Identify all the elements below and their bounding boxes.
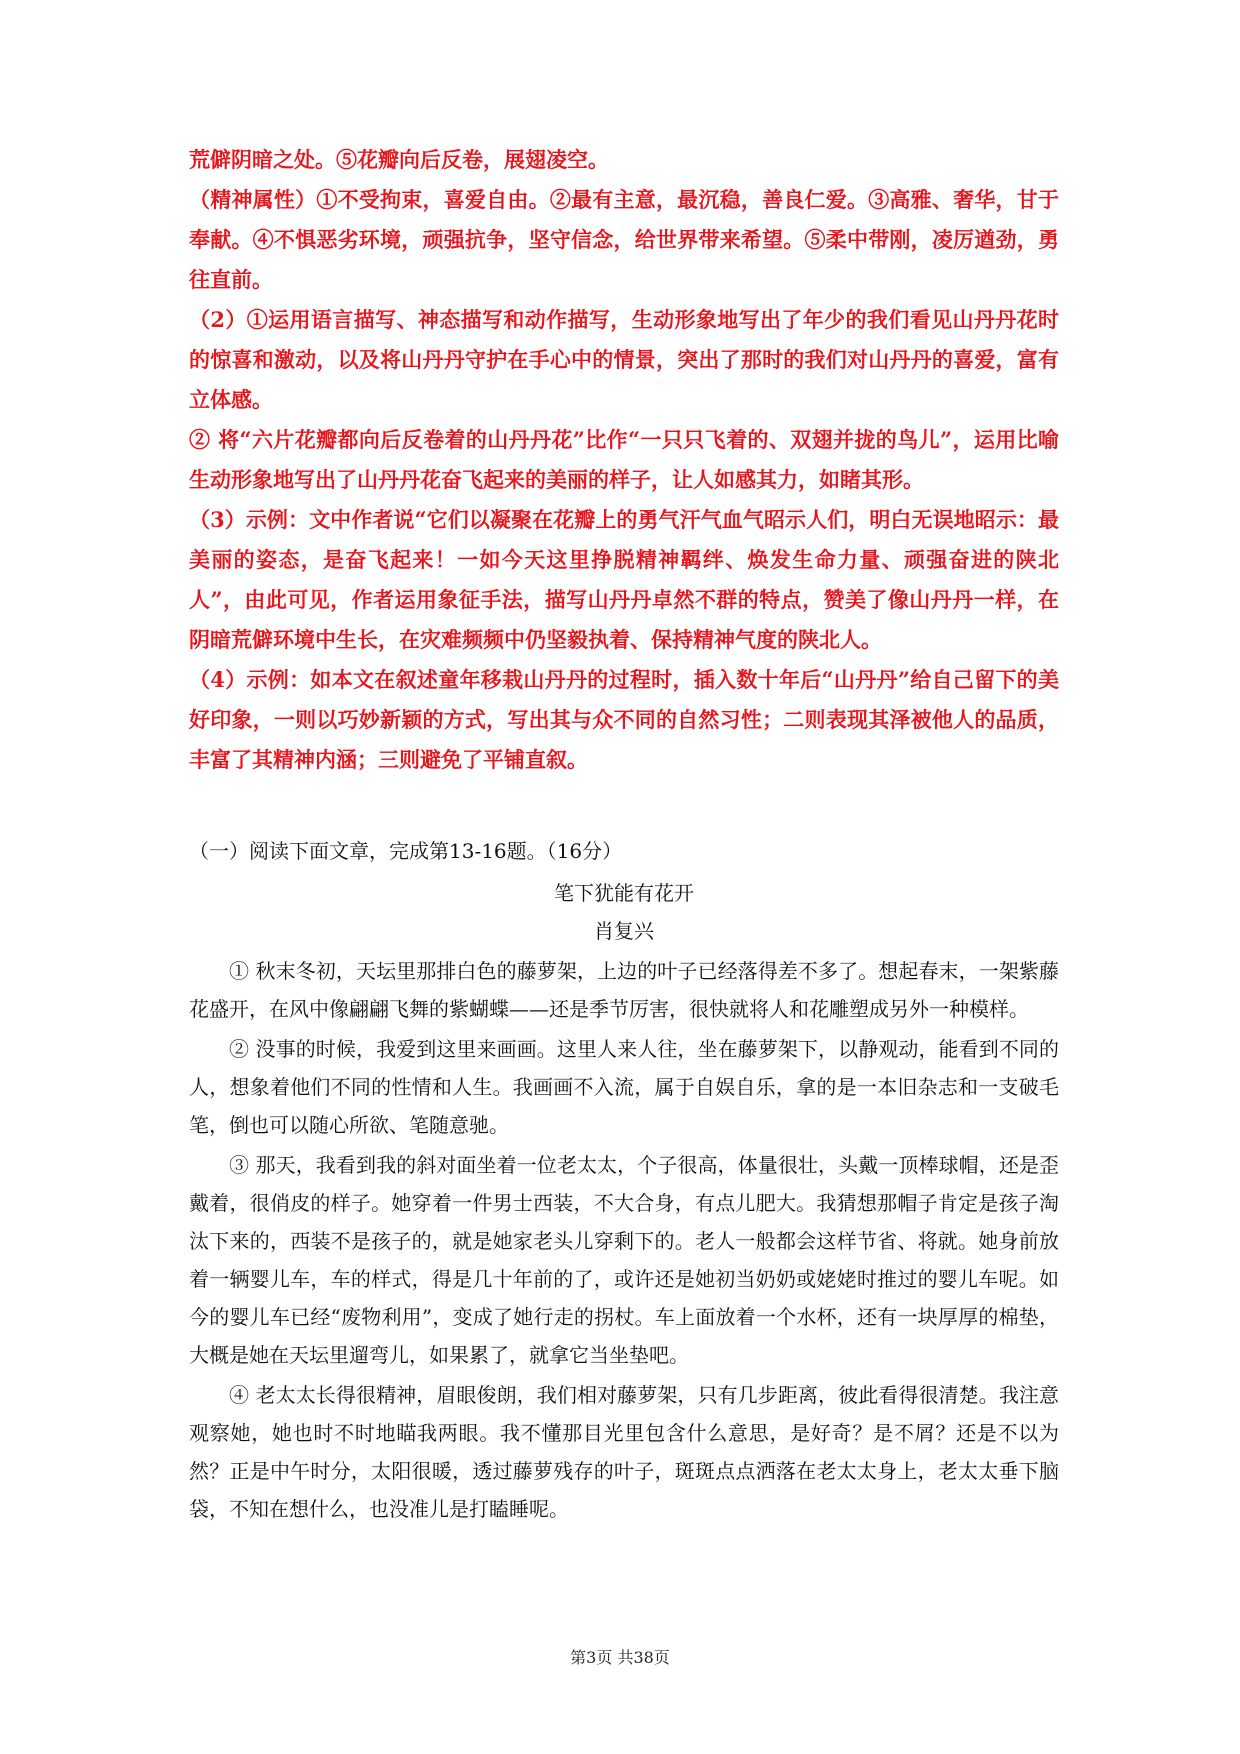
passage-author: 肖复兴 <box>594 919 654 943</box>
answer-line: ② 将“六片花瓣都向后反卷着的山丹丹花”比作“一只只飞着的、双翅并拢的鸟儿”，运用比喻生动形象地写出了山丹丹花奋飞起来的美丽的样子，让人如感其力，如睹其形。 <box>189 427 1059 492</box>
answer-line: （4）示例：如本文在叙述童年移栽山丹丹的过程时，插入数十年后“山丹丹”给自己留下的美好印象，一则以巧妙新颖的方式，写出其与众不同的自然习性；二则表现其泽被他人的品质，丰富了其精神内涵；三则避免了平铺直叙。 <box>189 667 1059 772</box>
passage-paragraph: ① 秋末冬初，天坛里那排白色的藤萝架，上边的叶子已经落得差不多了。想起春末，一架紫藤花盛开，在风中像翩翩飞舞的紫蝴蝶——还是季节厉害，很快就将人和花雕塑成另外一种模样。 <box>189 959 1059 1021</box>
reading-passage <box>189 832 1059 1528</box>
answer-line: 荒僻阴暗之处。⑤花瓣向后反卷，展翅凌空。 <box>189 147 609 172</box>
passage-title: 笔下犹能有花开 <box>554 881 694 905</box>
passage-paragraph: ③ 那天，我看到我的斜对面坐着一位老太太，个子很高，体量很壮，头戴一顶棒球帽，还是歪戴着，很俏皮的样子。她穿着一件男士西装，不大合身，有点儿肥大。我猜想那帽子肯定是孩子淘汰下来的，西装不是孩子的，就是她家老头儿穿剩下的。老人一般都会这样节省、将就。她身前放着一辆婴儿车，车的样式，得是几十年前的了，或许还是她初当奶奶或姥姥时推过的婴儿车呢。如今的婴儿车已经“废物利用”，变成了她行走的拐杖。车上面放着一个水杯，还有一块厚厚的棉垫，大概是她在天坛里遛弯儿，如果累了，就拿它当坐垫吧。 <box>189 1153 1059 1367</box>
answer-line: （2）①运用语言描写、神态描写和动作描写，生动形象地写出了年少的我们看见山丹丹花时的惊喜和激动，以及将山丹丹守护在手心中的情景，突出了那时的我们对山丹丹的喜爱，富有立体感。 <box>189 307 1059 412</box>
answer-line: （精神属性）①不受拘束，喜爱自由。②最有主意，最沉稳，善良仁爱。③高雅、奢华，甘于奉献。④不惧恶劣环境，顽强抗争，坚守信念，给世界带来希望。⑤柔中带刚，凌厉遒劲，勇往直前。 <box>189 187 1059 292</box>
passage-paragraph: ② 没事的时候，我爱到这里来画画。这里人来人往，坐在藤萝架下，以静观动，能看到不同的人，想象着他们不同的性情和人生。我画画不入流，属于自娱自乐，拿的是一本旧杂志和一支破毛笔，倒也可以随心所欲、笔随意驰。 <box>189 1037 1059 1137</box>
passage-paragraph: ④ 老太太长得很精神，眉眼俊朗，我们相对藤萝架，只有几步距离，彼此看得很清楚。我注意观察她，她也时不时地瞄我两眼。我不懂那目光里包含什么意思，是好奇？是不屑？还是不以为然？正是中午时分，太阳很暖，透过藤萝残存的叶子，斑斑点点洒落在老太太身上，老太太垂下脑袋，不知在想什么，也没准儿是打瞌睡呢。 <box>189 1383 1059 1521</box>
section-heading: （一）阅读下面文章，完成第13-16题。（16分） <box>189 839 623 863</box>
page-number: 第3页 共38页 <box>570 1648 670 1667</box>
answer-key-block <box>189 140 1059 780</box>
answer-line: （3）示例：文中作者说“它们以凝聚在花瓣上的勇气汗气血气昭示人们，明白无误地昭示：最美丽的姿态，是奋飞起来！一如今天这里挣脱精神羁绊、焕发生命力量、顽强奋进的陕北人”，由此可见，作者运用象征手法，描写山丹丹卓然不群的特点，赞美了像山丹丹一样，在阴暗荒僻环境中生长，在灾难频频中仍坚毅执着、保持精神气度的陕北人。 <box>189 507 1059 652</box>
